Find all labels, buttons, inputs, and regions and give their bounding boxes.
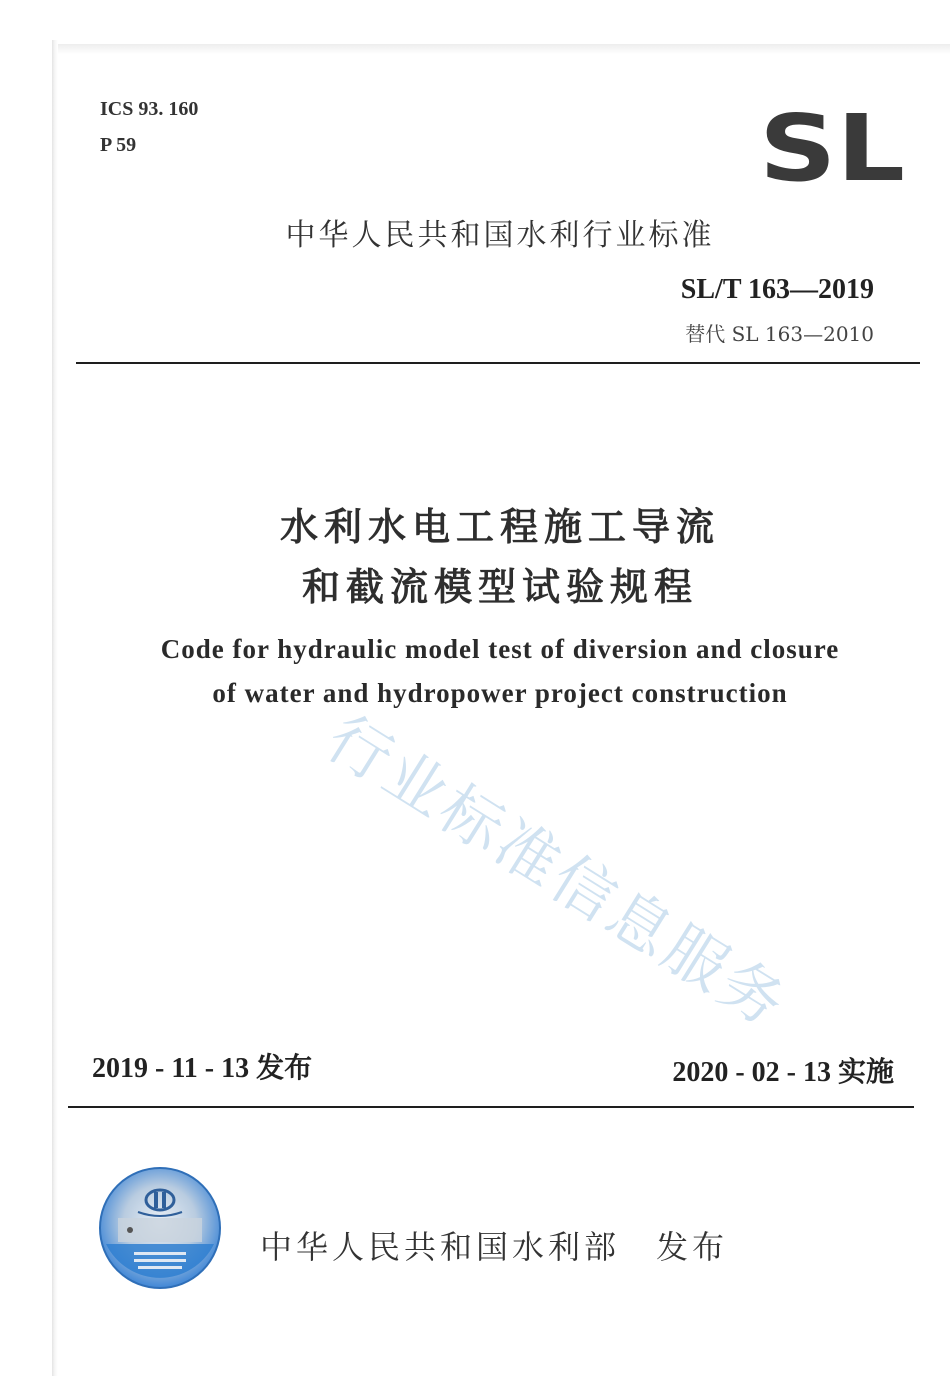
anti-counterfeit-seal [98,1166,222,1290]
sl-logo [758,104,906,186]
sl-logo-text: SL [759,104,905,186]
implementation-date: 2020 - 02 - 13 实施 [672,1057,894,1088]
page-top-shadow [58,44,950,54]
top-divider [76,362,920,364]
standard-number: SL/T 163—2019 [680,274,874,305]
title-english-line-1: Code for hydraulic model test of diversion and closure [160,634,840,664]
issue-date: 2019 - 11 - 13 发布 [92,1053,313,1084]
title-chinese-line-2: 和截流模型试验规程 [301,565,698,609]
watermark: 行业标准信息服务 [314,701,801,1043]
title-chinese-line-1: 水利水电工程施工导流 [279,505,720,549]
title-english-line-2: of water and hydropower project construction [212,678,788,708]
classification-code: P 59 [100,134,137,156]
issuing-authority: 中华人民共和国水利部 发布 [260,1228,729,1266]
ics-code: ICS 93. 160 [100,98,199,120]
standard-category: 中华人民共和国水利行业标准 [285,218,715,253]
bottom-divider [68,1106,914,1108]
replaces-standard: 替代 SL 163—2010 [685,322,874,346]
